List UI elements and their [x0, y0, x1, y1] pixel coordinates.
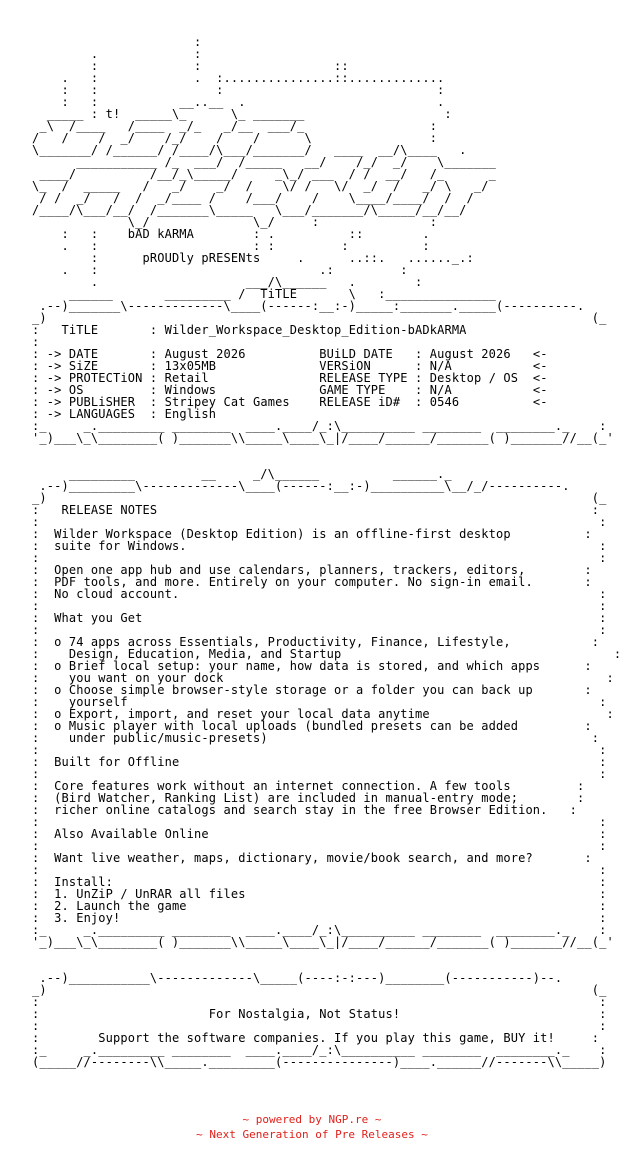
- group-name: bAD kARMA: [127, 227, 195, 241]
- footer-tagline: ~ Next Generation of Pre Releases ~: [196, 1128, 428, 1141]
- nfo-text: : . : : : :: . : . :...............::............. : : : : : : __..__ . . _____ : t! _____\_ \_ _______ : _\ /____ /____ _/_ _/__ ___/_ : / / / _/ /_/ / / \ : \_______/ /______/ /____/\___/_______/ ____ __/\____ . ___________ /_ ___/ /_____ __/ /_/ _/ \_______ ____/ /__/_\_____/ _\_/ ___ / / __/ /_ _ \_ / _____ / _/ _/ / \/ / \/ _/ / _/ \ _/ / / _/ / / _/____ / /___/ / \____/____/ / / /____/\___/__/ /_______\_____ \___/_______/\_____/__/__/ \_/ \_/ : : : : bAD kARMA : . :: . . : : : : : : pROUDly pRESENts . ..::. ......_.: . : .: : . ___/\______ . : ______ _________ / TiTLE \ :_______________ .--)_______\-------------\____(------:__:-)_____:_______._____(----------. _) (_ : TiTLE : Wilder_Workspace_Desktop_Edition-bADkARMA : : -> DATE : August 2026 BUiLD DATE : August 2026 <- : -> SiZE : 13x05MB VERSiON : N/A <- : -> PROTECTiON : Retail RELEASE TYPE : Desktop / OS <- : -> OS : Windows GAME TYPE : N/A <- : -> PUBLiSHER : Stripey Cat Games RELEASE iD# : 0546 <- : -> LANGUAGES : English :_ _._________ ________ ____.____/_:\__________ ________ ________._ : '_)___\_\________( )_______\\_____\____\_|/____/______/_______( )_______//__(_' _________ __ _/\______ ______._ .--)_________\-------------\____(------:__:-)__________\__/_/----------. _) (_ : RELEASE NOTES : : : : Wilder Workspace (Desktop Edition) is an offline-first desktop : : suite for Windows. : : : : Open one app hub and use calendars, planners, trackers, editors, : : PDF tools, and more. Entirely on your computer. No sign-in email. : : No cloud account. : : : : What you Get : : : : o 74 apps across Essentials, Productivity, Finance, Lifestyle, : : Design, Education, Media, and Startup : : o Brief local setup: your name, how data is stored, and which apps : : you want on your dock : : o Choose simple browser-style storage or a folder you can back up : : yourself : : o Export, import, and reset your local data anytime : : o Music player with local uploads (bundled presets can be added : : under public/music-presets) : : : : Built for Offline : : : : Core features work without an internet connection. A few tools : : (Bird Watcher, Ranking List) are included in manual-entry mode; : : richer online catalogs and search stay in the free Browser Edition. : : : : Also Available Online : : : : Want live weather, maps, dictionary, movie/book search, and more? : : : : Install: : : 1. UnZiP / UnRAR all files : : 2. Launch the game : : 3. Enjoy! : :_ _._________ ________ ____.____/_:\__________ ________ ________._ : '_)___\_\________( )_______\\_____\____\_|/____/______/_______( )_______//__(_' .--)___________\-------------\_____(----:-:---)________(-----------)--. _) (_ : : : For Nostalgia, Not Status! : : : : Support the software companies. If you play this game, BUY it! : :_ _._________ ________ ____.____/_:\__________ ________ ________._ : (_____//--------\\_____._________(---------------)____.______//-------\\_____): [32, 35, 622, 1069]
- footer-powered-by: ~ powered by NGP.re ~: [242, 1113, 382, 1126]
- slogan: For Nostalgia, Not Status!: [208, 1007, 401, 1021]
- release-notes-heading: RELEASE NOTES: [61, 503, 158, 517]
- release-title: Wilder_Workspace_Desktop_Edition-bADkARMA: [164, 323, 467, 337]
- presents-text: pROUDly pRESENts: [142, 251, 261, 265]
- support-text: Support the software companies. If you play this game, BUY it!: [98, 1031, 555, 1045]
- logo-tag: t!: [105, 107, 121, 121]
